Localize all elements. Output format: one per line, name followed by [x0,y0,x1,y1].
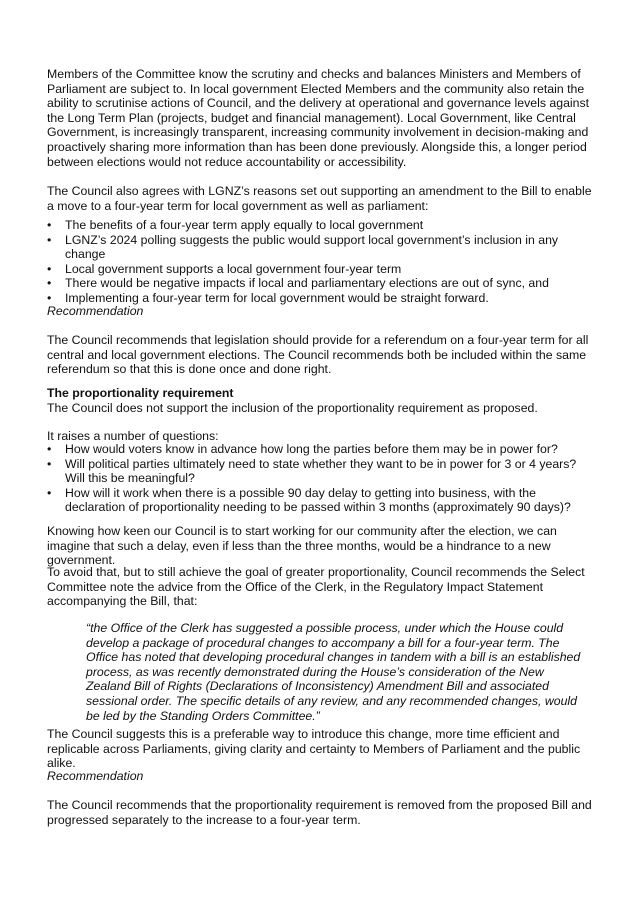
referendum-recommendation: The Council recommends that legislation should provide for a referendum on a four-year term for all central and local government elections. The Council recommends both be included within the same referendum so that this is done once and done right. [47,333,589,377]
lgnz-reasons-list [47,218,597,306]
proportionality-heading: The proportionality requirement [47,386,234,400]
list-item: • Will political parties ultimately need to state whether they want to be in power for 3 or 4 years? Will this be meaningful? [47,457,597,486]
list-item: • How will it work when there is a possible 90 day delay to getting into business, with the declaration of proportionality needing to be passed within 3 months (approximately 90 days)? [47,486,597,515]
not-support-paragraph: The Council does not support the inclusion of the proportionality requirement as proposed. [47,401,538,415]
office-of-clerk-quote: “the Office of the Clerk has suggested a possible process, under which the House could develop a package of procedural changes to accompany a bill for a four-year term. The Office has noted that developing procedural changes in tandem with a bill is an established process, as was recently demonstrated during the House’s consideration of the New Zealand Bill of Rights (Declarations of Inconsistency) Amendment Bill and associated sessional order. The specific details of any review, and any recommended changes, would be led by the Standing Orders Committee.” [86,621,581,723]
recommendation-label: Recommendation [47,769,144,783]
list-item: • Local government supports a local government four-year term [47,262,597,277]
list-item: • Implementing a four-year term for local government would be straight forward. [47,291,597,306]
proportionality-recommendation: The Council recommends that the proportionality requirement is removed from the proposed Bill and progressed separately to the increase to a four-year term. [47,798,592,827]
preferable-way-paragraph: The Council suggests this is a preferable way to introduce this change, more time efficient and replicable across Parliaments, giving clarity and certainty to Members of Parliament and the public alike. [47,727,581,771]
questions-list [47,442,597,515]
select-committee-paragraph: To avoid that, but to still achieve the goal of greater proportionality, Council recommends the Select Committee note the advice from the Office of the Clerk, in the Regulatory Impact Statement accompanying the Bill, that: [47,565,585,609]
recommendation-label: Recommendation [47,304,144,318]
accountability-paragraph: Members of the Committee know the scrutiny and checks and balances Ministers and Members of Parliament are subject to. In local government Elected Members and the community also retain the ability to scrutinise actions of Council, and the delivery at operational and governance levels against the Long Term Plan (projects, budget and financial management). Local Government, like Central Government, is increasingly transparent, increasing community involvement in decision-making and proactively sharing more information than has been done previously. Alongside this, a longer period between elections would not reduce accountability or accessibility. [47,67,590,169]
list-item: • LGNZ’s 2024 polling suggests the public would support local government’s inclusion in any change [47,233,597,262]
questions-intro: It raises a number of questions: [47,429,219,443]
list-item: • How would voters know in advance how long the parties before them may be in power for? [47,442,597,457]
delay-paragraph: Knowing how keen our Council is to start working for our community after the election, we can imagine that such a delay, even if less than the three months, would be a hindrance to a new government. [47,524,557,568]
list-item: • There would be negative impacts if local and parliamentary elections are out of sync, and [47,276,597,291]
lgnz-agreement-paragraph: The Council also agrees with LGNZ’s reasons set out supporting an amendment to the Bill to enable a move to a four-year term for local government as well as parliament: [47,184,592,213]
list-item: • The benefits of a four-year term apply equally to local government [47,218,597,233]
